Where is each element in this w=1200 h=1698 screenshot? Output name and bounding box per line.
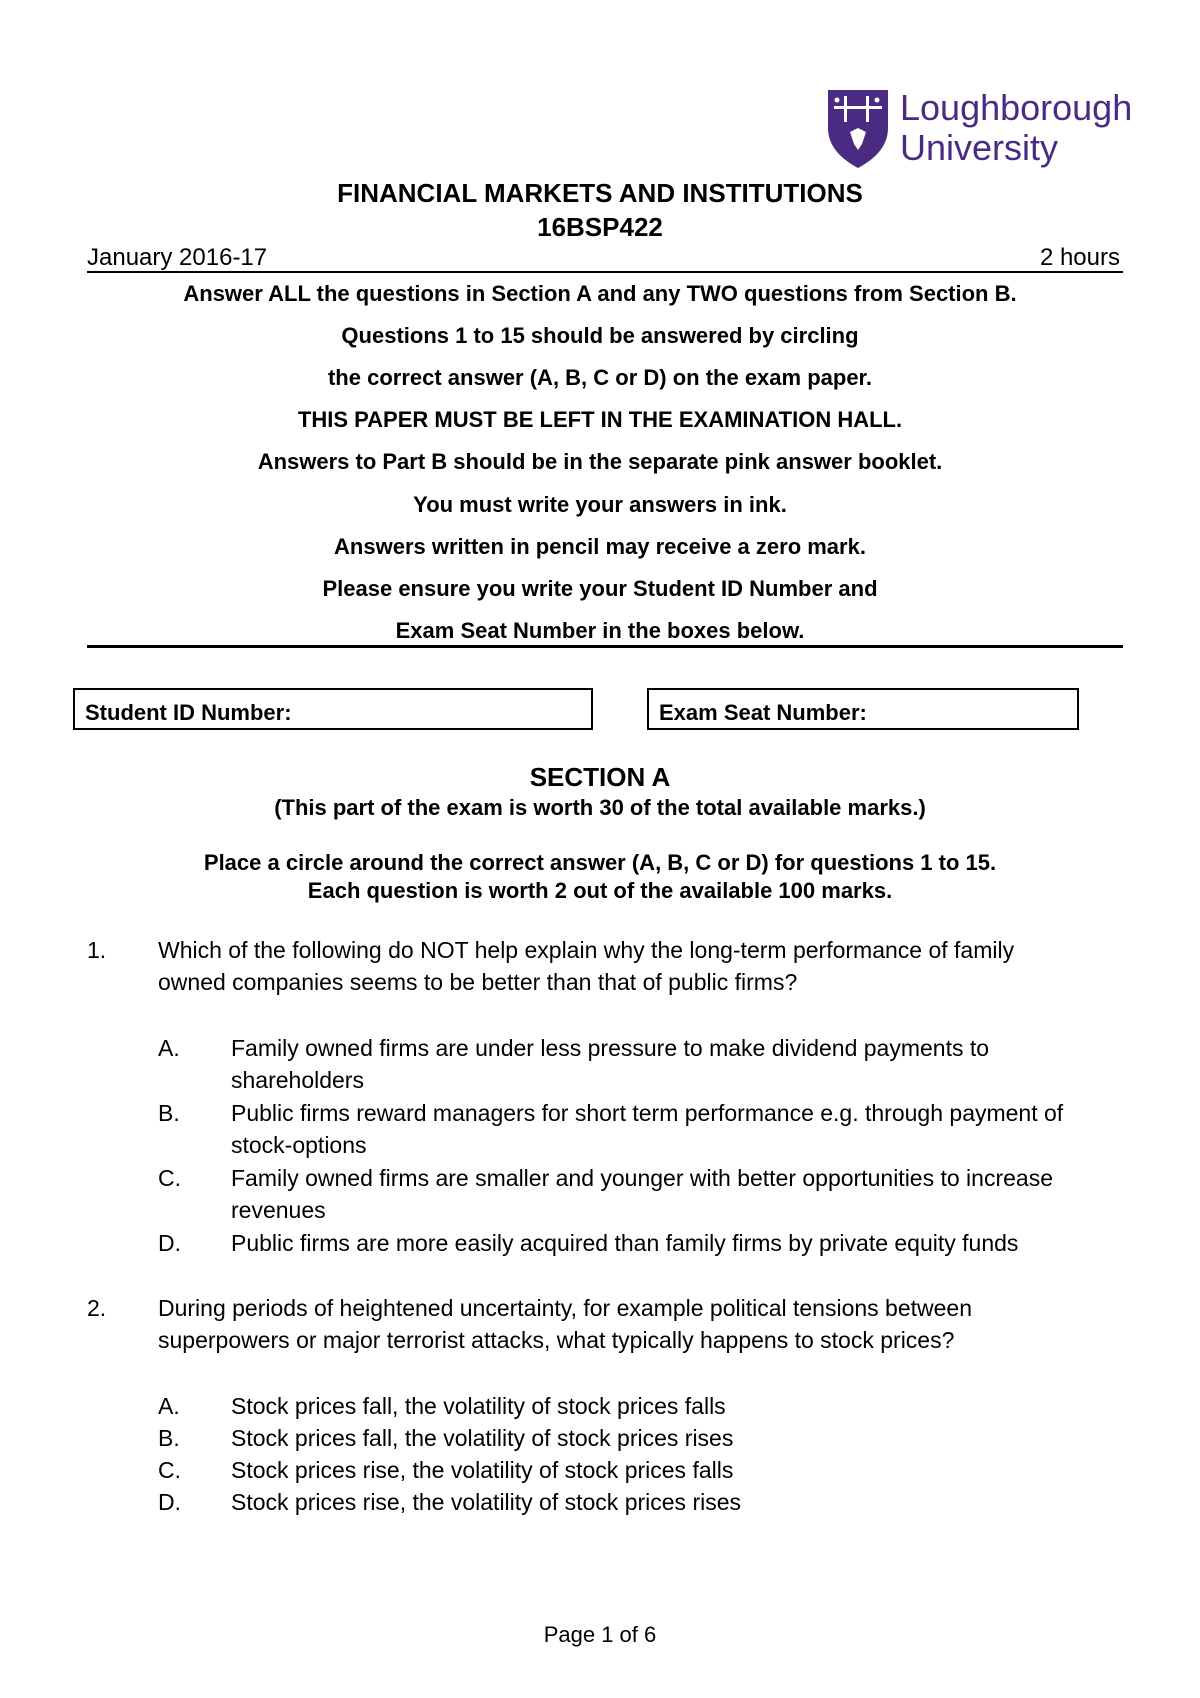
option-text: Family owned firms are under less pressure to make dividend payments to shareholders xyxy=(231,1035,990,1093)
section-a-instruction: Place a circle around the correct answer (A, B, C or D) for questions 1 to 15. xyxy=(203,850,997,875)
instruction-line: Please ensure you write your Student ID Number and xyxy=(322,576,878,601)
instruction-line: the correct answer (A, B, C or D) on the exam paper. xyxy=(327,365,873,390)
exam-seat-label: Exam Seat Number: xyxy=(659,700,867,725)
instruction-line: Questions 1 to 15 should be answered by circling xyxy=(341,323,859,348)
page-number: Page 1 of 6 xyxy=(543,1622,657,1647)
instruction-line: You must write your answers in ink. xyxy=(413,492,787,517)
option-letter[interactable]: D. xyxy=(158,1489,181,1515)
option-text: Stock prices fall, the volatility of stock prices falls xyxy=(231,1393,726,1419)
instruction-line: THIS PAPER MUST BE LEFT IN THE EXAMINATION HALL. xyxy=(297,407,903,432)
instructions-rule xyxy=(87,645,1123,648)
course-code: 16BSP422 xyxy=(537,212,663,242)
question-text: During periods of heightened uncertainty, for example political tensions between superpowers or major terrorist attacks, what typically happens to stock prices? xyxy=(158,1295,973,1353)
header-rule xyxy=(87,271,1123,273)
option-text: Stock prices rise, the volatility of stock prices rises xyxy=(231,1489,741,1515)
section-a-title: SECTION A xyxy=(529,762,671,792)
exam-seat-box[interactable] xyxy=(647,688,1079,730)
instruction-line: Answers to Part B should be in the separate pink answer booklet. xyxy=(257,449,943,474)
option-letter[interactable]: B. xyxy=(158,1425,180,1451)
exam-duration: 2 hours xyxy=(1039,244,1120,271)
option-text: Public firms are more easily acquired than family firms by private equity funds xyxy=(231,1230,1019,1256)
option-letter[interactable]: C. xyxy=(158,1457,181,1483)
question-number: 2. xyxy=(87,1295,107,1321)
option-text: Stock prices fall, the volatility of stock prices rises xyxy=(231,1425,734,1451)
course-title: FINANCIAL MARKETS AND INSTITUTIONS xyxy=(337,178,863,208)
student-id-label: Student ID Number: xyxy=(85,700,292,725)
university-logo xyxy=(826,87,1133,170)
instruction-line: Answer ALL the questions in Section A and any TWO questions from Section B. xyxy=(183,281,1017,306)
instruction-line: Answers written in pencil may receive a zero mark. xyxy=(334,534,866,559)
option-letter[interactable]: A. xyxy=(158,1393,180,1419)
logo-line-1: Loughborough xyxy=(900,87,1133,128)
section-a-worth: (This part of the exam is worth 30 of the total available marks.) xyxy=(274,795,926,820)
option-letter[interactable]: D. xyxy=(158,1230,181,1256)
exam-date: January 2016-17 xyxy=(87,244,268,271)
question-text: Which of the following do NOT help explain why the long-term performance of family owned companies seems to be better than that of public firms? xyxy=(158,937,1015,995)
section-a-instruction: Each question is worth 2 out of the available 100 marks. xyxy=(307,878,893,903)
student-id-box[interactable] xyxy=(73,688,593,730)
option-letter[interactable]: B. xyxy=(158,1100,180,1126)
crest-icon xyxy=(826,88,890,170)
option-letter[interactable]: C. xyxy=(158,1165,181,1191)
instruction-line: Exam Seat Number in the boxes below. xyxy=(395,618,805,643)
option-text: Stock prices rise, the volatility of stock prices falls xyxy=(231,1457,734,1483)
option-letter[interactable]: A. xyxy=(158,1035,180,1061)
option-text: Public firms reward managers for short term performance e.g. through payment of stock-options xyxy=(231,1100,1064,1158)
option-text: Family owned firms are smaller and younger with better opportunities to increase revenues xyxy=(231,1165,1053,1223)
logo-line-2: University xyxy=(900,127,1059,168)
question-number: 1. xyxy=(87,937,107,963)
